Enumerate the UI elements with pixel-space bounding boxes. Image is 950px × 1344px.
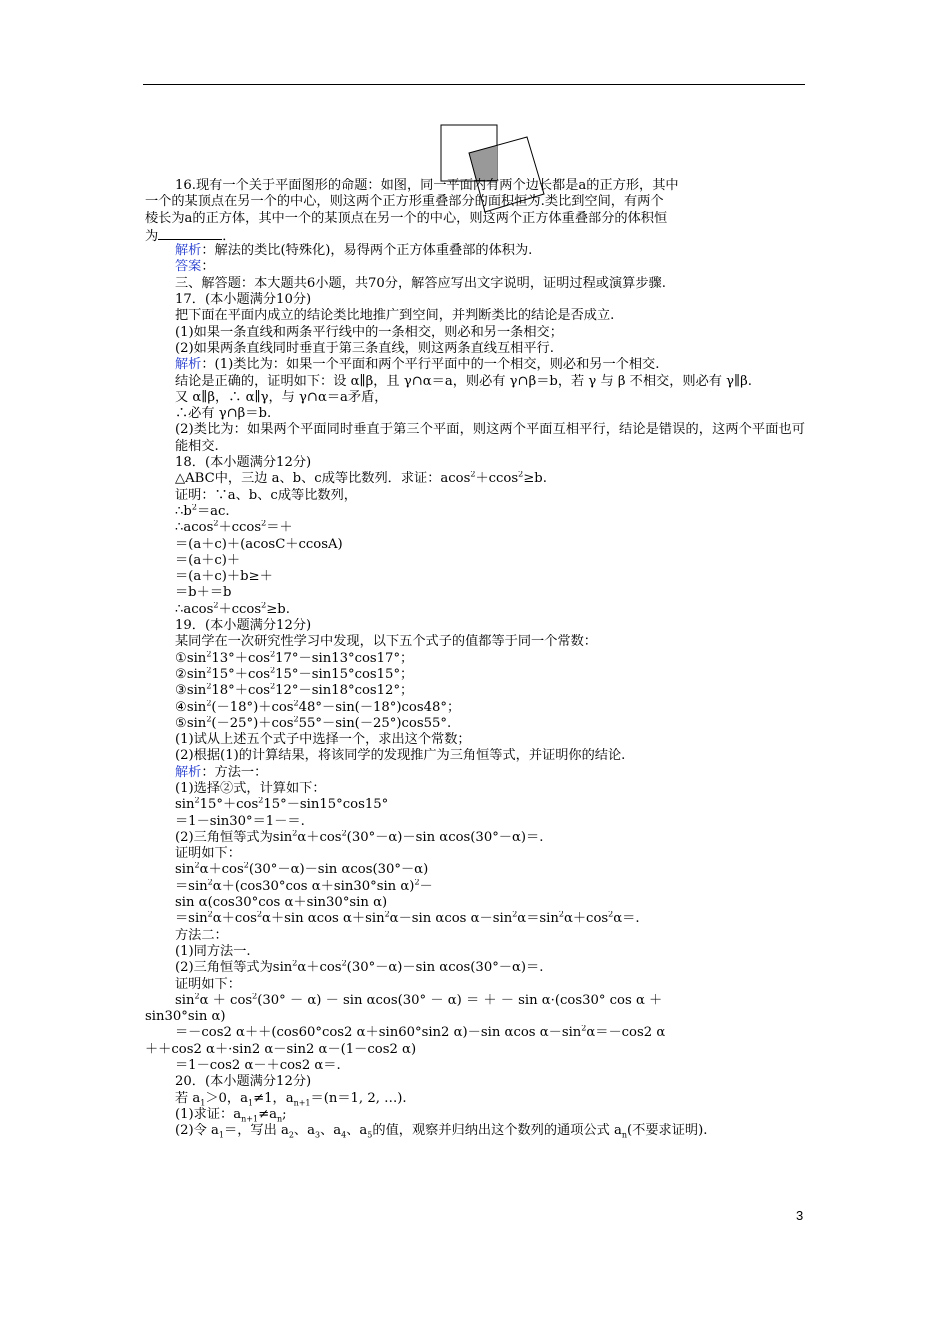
q19-n8: ＋＋cos2 α＋·sin2 α－sin2 α－(1－cos2 α)	[145, 1041, 417, 1057]
q19-n5: $\sin^2\alpha + \cos^2(30^\circ - \alpha) - \sin \alpha\cos(30^\circ - \alpha)$ ＝ ＋ － sin α·(cos30° cos α ＋	[175, 992, 663, 1008]
q18-l1: △ABC中，三边 a、b、c成等比数列．求证：acos$^2$＋ccos$^2$≥b.	[175, 471, 547, 487]
document-body	[145, 178, 805, 1140]
q19-m3: $\sin^215^\circ+\cos^215^\circ-\sin 15^\circ\cos 15^\circ$	[175, 797, 389, 813]
q19-n9: ＝1－cos2 α－＋cos2 α＝.	[175, 1058, 341, 1074]
q19-m7: $\sin^2\alpha+\cos^2(30^\circ-\alpha)-\sin$ αcos(30°－α)	[175, 862, 429, 878]
q16-line1: 16.现有一个关于平面图形的命题：如图，同一平面内有两个边长都是a的正方形，其中	[175, 178, 679, 193]
q19-n1: 方法二：	[175, 927, 228, 943]
q17-title: 17．(本小题满分10分)	[175, 292, 312, 308]
q19-m9: sin α(cos30°cos α＋sin30°sin α)	[175, 895, 388, 911]
q19-title: 19．(本小题满分12分)	[175, 618, 312, 634]
q16-analysis: 解析：解法的类比(特殊化)，易得两个正方体重叠部的体积为.	[175, 243, 533, 259]
q18-l4: ∴acos$^2$＋ccos$^2$＝＋	[175, 520, 293, 536]
q17-a3: 又 α∥β，∴ α∥γ，与 γ∩α＝a矛盾，	[175, 389, 388, 405]
q18-l5: ＝(a＋c)＋(acosC＋ccosA)	[175, 536, 343, 552]
analysis-label: 解析	[175, 243, 202, 259]
q17-a2: 结论是正确的，证明如下：设 α∥β，且 γ∩α＝a，则必有 γ∩β＝b，若 γ 与 β 不相交，则必有 γ∥β.	[175, 373, 752, 389]
page-number: 3	[796, 1208, 804, 1223]
q18-l7: ＝(a＋c)＋b≥＋	[175, 569, 273, 585]
q18-l2: 证明：∵a、b、c成等比数列，	[175, 487, 357, 503]
header-rule	[143, 84, 805, 85]
q17-l1: 把下面在平面内成立的结论类比地推广到空间，并判断类比的结论是否成立.	[175, 308, 615, 324]
answer-blank	[158, 227, 222, 240]
q18-l8: ＝b＋＝b	[175, 585, 232, 601]
q19-m5: (2)三角恒等式为$\sin^2\alpha+\cos^2(30^\circ-\alpha)-\sin$ αcos(30°－α)＝.	[175, 829, 544, 845]
q19-l2: (1)试从上述五个式子中选择一个，求出这个常数；	[175, 732, 471, 748]
q19-e2: $②\sin^215^\circ+\cos^215^\circ-\sin 15^\circ\cos 15^\circ$；	[175, 666, 414, 682]
q16-line2: 一个的某顶点在另一个的中心，则这两个正方形重叠部分的面积恒为.类比到空间，有两个	[145, 194, 664, 210]
overlap-region	[469, 145, 497, 181]
q19-e3: $③\sin^218^\circ+\cos^212^\circ-\sin 18^\circ\cos 12^\circ$；	[175, 683, 414, 699]
q17-l2: (1)如果一条直线和两条平行线中的一条相交，则必和另一条相交；	[175, 324, 563, 340]
q19-l1: 某同学在一次研究性学习中发现，以下五个式子的值都等于同一个常数：	[175, 634, 597, 650]
q19-analysis: 解析：方法一：	[175, 764, 268, 780]
q19-e5: $⑤\sin^2(-25^\circ)+\cos^255^\circ-\sin(-25^\circ)\cos 55^\circ$.	[175, 715, 452, 731]
q19-e1: $①\sin^213^\circ+\cos^217^\circ-\sin 13^\circ\cos 17^\circ$；	[175, 650, 414, 666]
q18-l3: $\therefore b^2=ac$.	[175, 503, 230, 519]
q20-l2: (1)求证：$a_{n+1}\ne a_n$;	[175, 1106, 287, 1124]
q19-n4: 证明如下：	[175, 976, 241, 992]
q16-line4: 为 ．	[145, 228, 236, 244]
q16-line3: 棱长为a的正方体，其中一个的某顶点在另一个的中心，则这两个正方体重叠部分的体积恒	[145, 210, 668, 226]
q18-l6: ＝(a＋c)＋	[175, 552, 241, 568]
q19-n2: (1)同方法一.	[175, 943, 251, 959]
q20-title: 20．(本小题满分12分)	[175, 1074, 312, 1090]
q19-m10: $=\sin^2\alpha+\cos^2\alpha+\sin$ αcos $\alpha+\sin^2\alpha-\sin$ αcos $\alpha-\sin^2\alpha=\sin^2\alpha+\cos^2\alpha=$.	[175, 911, 640, 927]
q19-n3: (2)三角恒等式为$\sin^2\alpha+\cos^2(30^\circ-\alpha)-\sin$ αcos(30°－α)＝.	[175, 960, 544, 976]
q19-e4: $④\sin^2(-18^\circ)+\cos^248^\circ-\sin(-18^\circ)\cos 48^\circ$；	[175, 699, 461, 715]
answer-label: 答案	[175, 259, 202, 275]
q19-m4: ＝1－sin30°＝1－＝.	[175, 813, 305, 829]
q19-m8: $=\sin^2\alpha+(\cos 30^\circ\cos$ α＋sin30°sin α)$^2$－	[175, 878, 433, 894]
q20-l1: 若 $a_1>0$，$a_1\ne 1$，$a_{n+1}=(n=1$, 2, …).	[175, 1090, 407, 1107]
q17-l3: (2)如果两条直线同时垂直于第三条直线，则这两条直线互相平行.	[175, 340, 554, 356]
q17-analysis: 解析：(1)类比为：如果一个平面和两个平行平面中的一个相交，则必和另一个相交.	[175, 357, 660, 373]
q17-a4: ∴必有 γ∩β＝b.	[175, 406, 272, 422]
q16-answer: 答案：	[175, 259, 215, 275]
q19-n6: sin30°sin α)	[145, 1009, 226, 1025]
q18-title: 18．(本小题满分12分)	[175, 455, 312, 471]
section-three-heading: 三、解答题：本大题共6小题，共70分，解答应写出文字说明，证明过程或演算步骤.	[175, 275, 666, 291]
q19-n7: ＝－cos2 α＋＋(cos60°cos2 α＋sin60°sin2 α)－sin αcos $\alpha-\sin^2\alpha=-\cos 2$ α	[175, 1025, 666, 1041]
q19-m2: (1)选择②式，计算如下：	[175, 780, 326, 796]
q19-l3: (2)根据(1)的计算结果，将该同学的发现推广为三角恒等式，并证明你的结论.	[175, 748, 626, 764]
q20-l3: (2)令 $a_1=$，写出 $a_2$、$a_3$、$a_4$、$a_5$的值，观察并归纳出这个数列的通项公式 $a_n$(不要求证明).	[175, 1123, 708, 1140]
q17-a5: (2)类比为：如果两个平面同时垂直于第三个平面，则这两个平面互相平行，结论是错误的，这两个平面也可能相交.	[175, 422, 805, 454]
q18-l9: ∴acos$^2$＋ccos$^2$≥b.	[175, 601, 290, 617]
q19-m6: 证明如下：	[175, 846, 241, 862]
